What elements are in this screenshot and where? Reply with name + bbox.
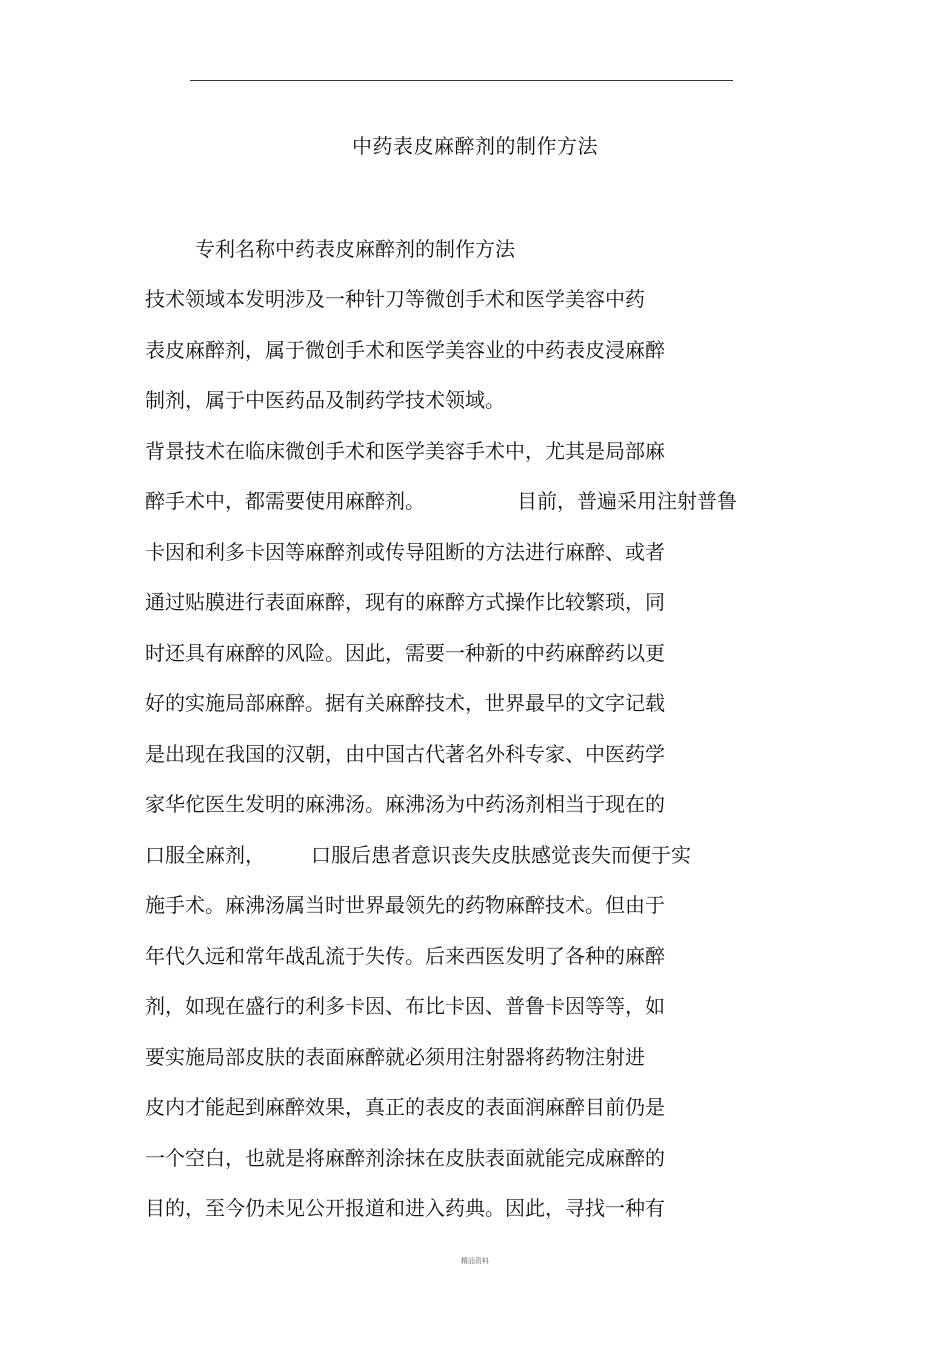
body-line: 背景技术在临床微创手术和医学美容手术中，尤其是局部麻 xyxy=(145,439,665,463)
document-title: 中药表皮麻醉剂的制作方法 xyxy=(352,134,598,158)
body-line-continuation: 口服后患者意识丧失皮肤感觉丧失而便于实 xyxy=(311,843,691,867)
body-line: 年代久远和常年战乱流于失传。后来西医发明了各种的麻醉 xyxy=(145,944,665,968)
body-line: 皮内才能起到麻醉效果，真正的表皮的表面润麻醉目前仍是 xyxy=(145,1095,665,1119)
body-line-continuation: 目前，普遍采用注射普鲁 xyxy=(517,489,737,513)
body-line: 是出现在我国的汉朝，由中国古代著名外科专家、中医药学 xyxy=(145,742,665,766)
body-line: 表皮麻醉剂，属于微创手术和医学美容业的中药表皮浸麻醉 xyxy=(145,338,665,362)
body-line-segment: 醉手术中，都需要使用麻醉剂。 xyxy=(145,489,425,513)
body-line: 好的实施局部麻醉。据有关麻醉技术，世界最早的文字记载 xyxy=(145,691,665,715)
body-line-split xyxy=(145,841,691,869)
body-line-segment: 口服全麻剂， xyxy=(145,843,265,867)
body-line: 剂，如现在盛行的利多卡因、布比卡因、普鲁卡因等等，如 xyxy=(145,994,665,1018)
body-line: 一个空白，也就是将麻醉剂涂抹在皮肤表面就能完成麻醉的 xyxy=(145,1146,665,1170)
body-line: 目的，至今仍未见公开报道和进入药典。因此，寻找一种有 xyxy=(145,1196,665,1220)
body-line: 卡因和利多卡因等麻醉剂或传导阻断的方法进行麻醉、或者 xyxy=(145,540,665,564)
patent-name-line: 专利名称中药表皮麻醉剂的制作方法 xyxy=(195,237,515,261)
body-line: 时还具有麻醉的风险。因此，需要一种新的中药麻醉药以更 xyxy=(145,641,665,665)
body-line-split xyxy=(145,487,737,515)
body-line: 制剂，属于中医药品及制药学技术领域。 xyxy=(145,388,505,412)
body-line: 施手术。麻沸汤属当时世界最领先的药物麻醉技术。但由于 xyxy=(145,893,665,917)
body-line: 要实施局部皮肤的表面麻醉就必须用注射器将药物注射进 xyxy=(145,1045,645,1069)
body-line: 技术领域本发明涉及一种针刀等微创手术和医学美容中药 xyxy=(145,287,645,311)
body-line: 通过贴膜进行表面麻醉，现有的麻醉方式操作比较繁琐，同 xyxy=(145,590,665,614)
page-footer: 精品资料 xyxy=(461,1257,489,1265)
body-line: 家华佗医生发明的麻沸汤。麻沸汤为中药汤剂相当于现在的 xyxy=(145,792,665,816)
header-rule xyxy=(190,80,733,81)
